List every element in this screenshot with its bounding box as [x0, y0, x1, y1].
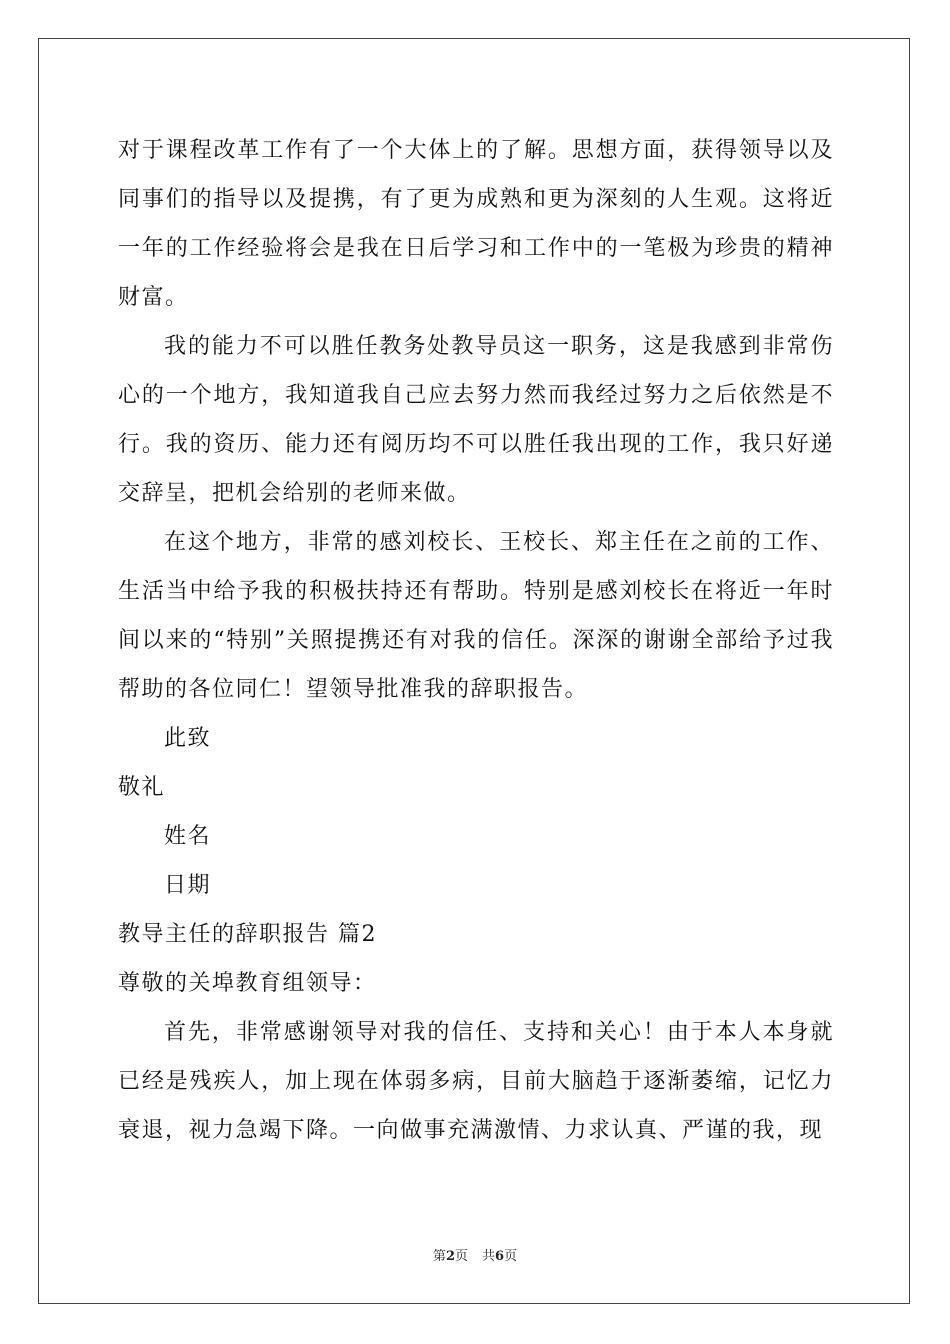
signature-name: 姓名: [164, 824, 212, 849]
paragraph-1: 对于课程改革工作有了一个大体上的了解。思想方面，获得领导以及同事们的指导以及提携，有了更为成熟和更为深刻的人生观。这将近一年的工作经验将会是我在日后学习和工作中的一笔极为珍贵的精神财富。: [118, 138, 834, 310]
footer-page-total: 6: [495, 1249, 505, 1264]
closing-ci-zhi: 此致: [164, 726, 212, 751]
footer-page-prefix: 第: [432, 1249, 446, 1264]
salutation: 尊敬的关埠教育组领导：: [118, 971, 377, 996]
document-body: [118, 126, 834, 1155]
closing-jing-li: 敬礼: [118, 775, 166, 800]
paragraph-3: 在这个地方，非常的感刘校长、王校长、郑主任在之前的工作、生活当中给予我的积极扶持还有帮助。特别是感刘校长在将近一年时间以来的“特别”关照提携还有对我的信任。深深的谢谢全部给予过我帮助的各位同仁！望领导批准我的辞职报告。: [118, 530, 834, 702]
footer-page-current: 2: [445, 1249, 455, 1264]
footer-page-mid: 页: [454, 1249, 468, 1264]
section-title: 教导主任的辞职报告 篇2: [118, 922, 377, 947]
signature-date: 日期: [164, 873, 212, 898]
section2-paragraph-1: 首先，非常感谢领导对我的信任、支持和关心！由于本人本身就已经是残疾人，加上现在体弱多病，目前大脑趋于逐渐萎缩，记忆力衰退，视力急竭下降。一向做事充满激情、力求认真、严谨的我，现: [118, 1020, 834, 1143]
footer-total-suffix: 页: [504, 1249, 518, 1264]
paragraph-2: 我的能力不可以胜任教务处教导员这一职务，这是我感到非常伤心的一个地方，我知道我自己应去努力然而我经过努力之后依然是不行。我的资历、能力还有阅历均不可以胜任我出现的工作，我只好递交辞呈，把机会给别的老师来做。: [118, 334, 834, 506]
footer-total-prefix: 共: [482, 1249, 496, 1264]
page-footer: [0, 1248, 950, 1266]
